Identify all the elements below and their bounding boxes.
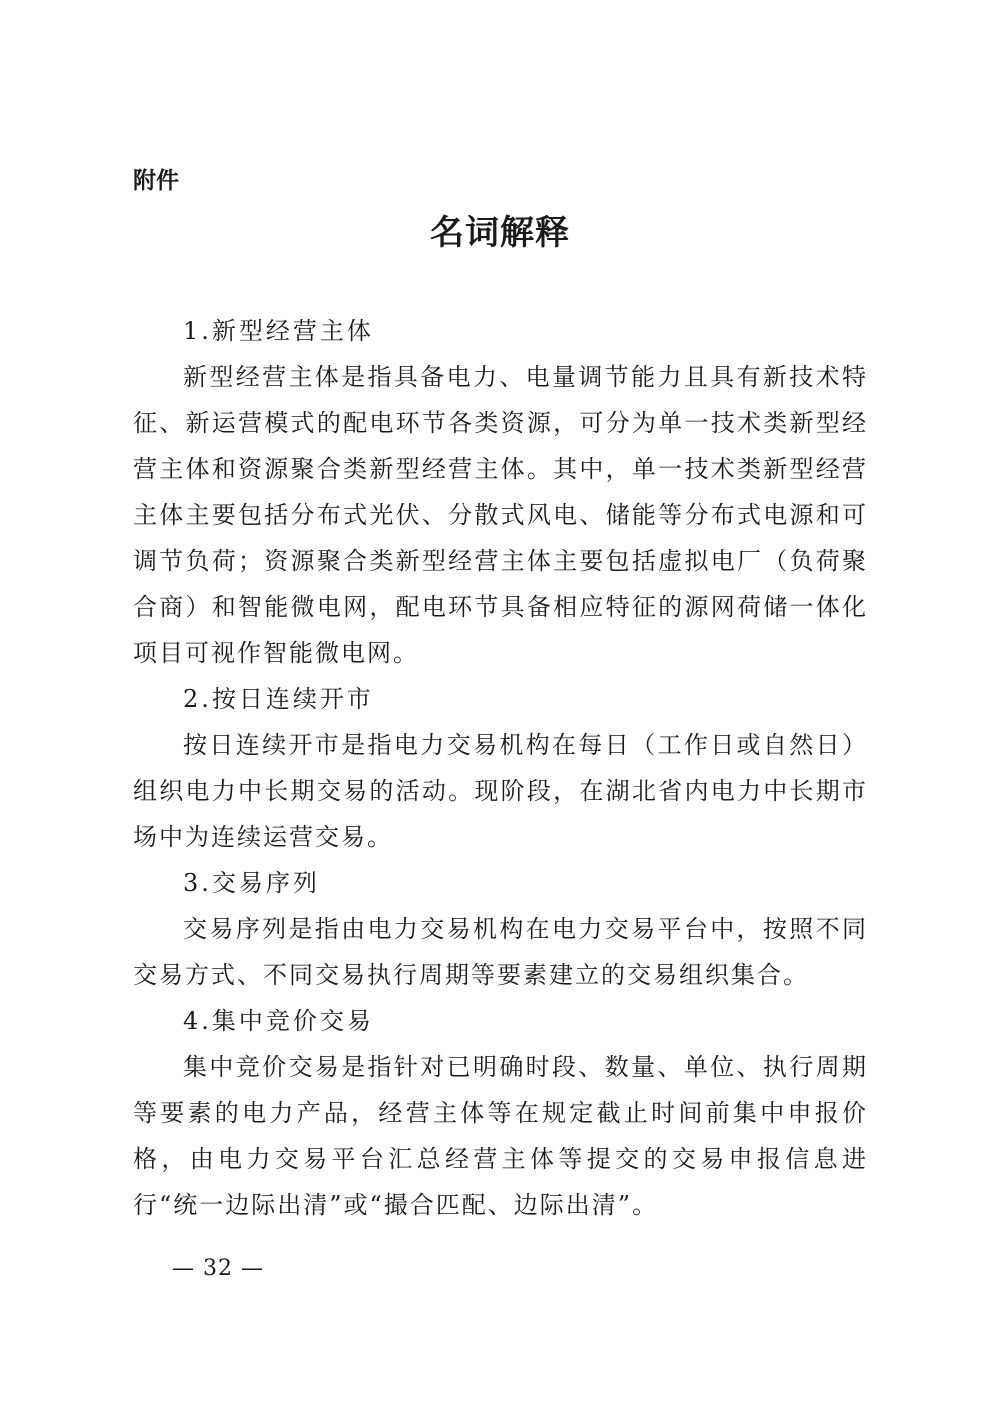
attachment-label: 附件	[133, 168, 179, 194]
page-number: — 32 —	[172, 1256, 264, 1281]
term-definition-3: 交易序列是指由电力交易机构在电力交易平台中，按照不同交易方式、不同交易执行周期等要素建立的交易组织集合。	[133, 915, 868, 989]
term-definition-2: 按日连续开市是指电力交易机构在每日（工作日或自然日）组织电力中长期交易的活动。现阶段，在湖北省内电力中长期市场中为连续运营交易。	[133, 731, 868, 851]
page-title: 名词解释	[430, 213, 570, 253]
term-heading-1: 1.新型经营主体	[183, 317, 374, 345]
term-definition-4: 集中竞价交易是指针对已明确时段、数量、单位、执行周期等要素的电力产品，经营主体等在规定截止时间前集中申报价格，由电力交易平台汇总经营主体等提交的交易申报信息进行“统一边际出清”或“撮合匹配、边际出清”。	[133, 1053, 868, 1219]
term-heading-2: 2.按日连续开市	[183, 685, 374, 713]
term-heading-3: 3.交易序列	[183, 869, 320, 897]
term-definition-1: 新型经营主体是指具备电力、电量调节能力且具有新技术特征、新运营模式的配电环节各类资源，可分为单一技术类新型经营主体和资源聚合类新型经营主体。其中，单一技术类新型经营主体主要包括分布式光伏、分散式风电、储能等分布式电源和可调节负荷；资源聚合类新型经营主体主要包括虚拟电厂（负荷聚合商）和智能微电网，配电环节具备相应特征的源网荷储一体化项目可视作智能微电网。	[133, 363, 868, 667]
document-body	[133, 308, 868, 1228]
term-heading-4: 4.集中竞价交易	[183, 1007, 374, 1035]
